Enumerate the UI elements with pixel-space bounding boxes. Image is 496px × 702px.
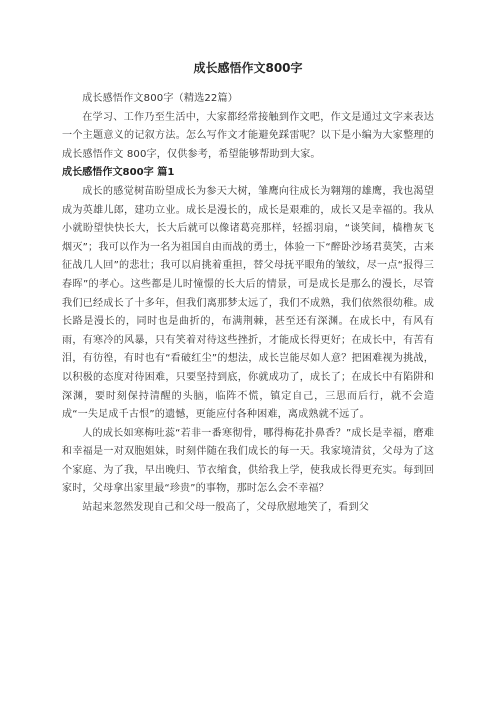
- body-paragraph-1: 成长的感觉树苗盼望成长为参天大树，雏鹰向往成长为翱翔的雄鹰，我也渴望成为英雄儿郎，建功立业。成长是漫长的，成长是艰难的，成长又是幸福的。我从小就盼望快快长大，长大后就可以像诸葛亮那样，轻摇羽扇，“谈笑间，樯橹灰飞烟灭”；我可以作为一名为祖国自由而战的勇士，体验一下“醉卧沙场君莫笑，古来征战几人回”的悲壮；我可以肩挑着重担，替父母抚平眼角的皱纹，尽一点“报得三春晖”的孝心。这些都是儿时憧憬的长大后的情景，可是成长是那么的漫长，尽管我们已经成长了十多年，但我们离那梦太远了，我们不成熟，我们依然很幼稚。成长路是漫长的，同时也是曲折的，布满荆棘，甚至还有深渊。在成长中，有风有雨，有寒冷的风暴，只有笑着对待这些挫折，才能成长得更好；在成长中，有苦有泪，有彷徨，有时也有“看破红尘”的想法，成长岂能尽如人意？把困难视为挑战，以积极的态度对待困难，只要坚持到底，你就成功了，成长了；在成长中有陷阱和深渊，要时刻保持清醒的头脑，临阵不慌，镇定自己，三思而后行，就不会造成“一失足成千古恨”的遗憾，更能应付各种困难，离成熟就不远了。: [62, 185, 434, 421]
- document-page: [62, 60, 434, 518]
- body-paragraph-2: 人的成长如寒梅吐蕊“若非一番寒彻骨，哪得梅花扑鼻香？”成长是幸福，磨难和幸福是一对双胞姐妹，时刻伴随在我们成长的每一天。我家境清贫，父母为了这个家庭、为了我，早出晚归、节衣缩食，供给我上学，使我成长得更充实。每到回家时，父母拿出家里最“珍贵”的事物，那时怎么会不幸福？: [62, 427, 434, 495]
- document-title: 成长感悟作文800字: [193, 61, 303, 75]
- section-heading: 成长感悟作文800字 篇1: [62, 167, 175, 179]
- document-subtitle: 成长感悟作文800字（精选22篇）: [82, 93, 238, 104]
- body-paragraph-3: 站起来忽然发现自己和父母一般高了，父母欣慰地笑了，看到父: [82, 502, 370, 514]
- intro-paragraph: 在学习、工作乃至生活中，大家都经常接触到作文吧，作文是通过文字来表达一个主题意义的记叙方法。怎么写作文才能避免踩雷呢？以下是小编为大家整理的成长感悟作文 800字，仅供参考，希望能够帮助到大家。: [62, 111, 434, 160]
